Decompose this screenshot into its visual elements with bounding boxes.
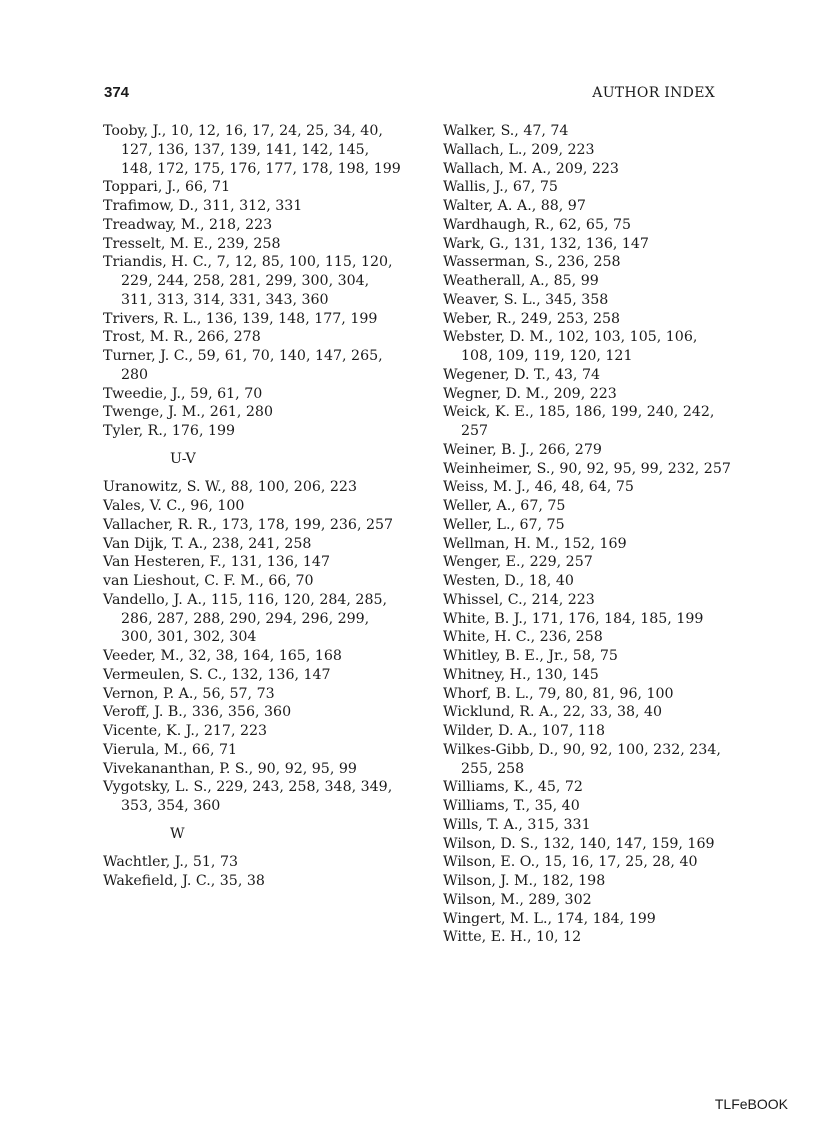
index-entry: Williams, K., 45, 72 — [443, 779, 583, 796]
section-letter-heading: U-V — [170, 451, 196, 468]
index-entry: Vermeulen, S. C., 132, 136, 147 — [103, 666, 331, 683]
index-entry: Wilson, J. M., 182, 198 — [443, 873, 606, 889]
index-entry: Wilson, E. O., 15, 16, 17, 25, 28, 40 — [443, 854, 698, 871]
index-entry: Wicklund, R. A., 22, 33, 38, 40 — [443, 704, 663, 721]
index-entry: Vicente, K. J., 217, 223 — [103, 723, 268, 740]
index-entry: Witte, E. H., 10, 12 — [443, 929, 582, 946]
index-entry: Westen, D., 18, 40 — [443, 573, 574, 589]
index-entry: Weatherall, A., 85, 99 — [443, 273, 599, 289]
index-entry: Vales, V. C., 96, 100 — [103, 498, 245, 515]
index-entry: Wakefield, J. C., 35, 38 — [103, 873, 265, 890]
index-entry: Walker, S., 47, 74 — [443, 123, 569, 139]
index-entry: Wallach, M. A., 209, 223 — [443, 160, 619, 177]
index-entry: White, B. J., 171, 176, 184, 185, 199 — [443, 610, 704, 627]
index-entry: Weaver, S. L., 345, 358 — [443, 291, 609, 308]
index-entry: Veroff, J. B., 336, 356, 360 — [103, 704, 292, 721]
index-entry: Vierula, M., 66, 71 — [103, 741, 238, 758]
index-entry: Twenge, J. M., 261, 280 — [103, 404, 273, 421]
index-entry: White, H. C., 236, 258 — [443, 629, 603, 646]
index-entry: Webster, D. M., 102, 103, 105, 106, 108, 109, 119, 120, 121 — [443, 329, 698, 364]
index-entry: Trost, M. R., 266, 278 — [103, 329, 261, 346]
index-entry: Toppari, J., 66, 71 — [103, 179, 231, 196]
index-entry: Wasserman, S., 236, 258 — [443, 254, 621, 271]
index-entry: Wallis, J., 67, 75 — [443, 179, 558, 196]
index-entry: Tooby, J., 10, 12, 16, 17, 24, 25, 34, 40, 127, 136, 137, 139, 141, 142, 145, 148, 172, 175, 176, 177, 178, 198, 199 — [103, 123, 401, 177]
index-entry: Wilson, M., 289, 302 — [443, 891, 592, 908]
index-entry: van Lieshout, C. F. M., 66, 70 — [103, 573, 314, 590]
index-entry: Veeder, M., 32, 38, 164, 165, 168 — [103, 648, 342, 665]
index-entry: Williams, T., 35, 40 — [443, 798, 580, 814]
index-entry: Uranowitz, S. W., 88, 100, 206, 223 — [103, 479, 357, 496]
index-entry: Weinheimer, S., 90, 92, 95, 99, 232, 257 — [443, 460, 731, 477]
index-entry: Wellman, H. M., 152, 169 — [443, 535, 627, 552]
index-entry: Weiner, B. J., 266, 279 — [443, 441, 602, 458]
index-entry: Wilkes-Gibb, D., 90, 92, 100, 232, 234, 255, 258 — [443, 741, 721, 777]
index-entry: Vallacher, R. R., 173, 178, 199, 236, 257 — [103, 516, 394, 533]
index-entry: Vandello, J. A., 115, 116, 120, 284, 285, 286, 287, 288, 290, 294, 296, 299, 300, 301, 302, 304 — [103, 591, 388, 646]
index-entry: Whorf, B. L., 79, 80, 81, 96, 100 — [443, 685, 674, 702]
index-entry: Wenger, E., 229, 257 — [443, 554, 593, 571]
index-entry: Trivers, R. L., 136, 139, 148, 177, 199 — [103, 310, 378, 327]
index-entry: Tyler, R., 176, 199 — [103, 423, 236, 439]
page-number: 374 — [104, 84, 130, 101]
index-entry: Weick, K. E., 185, 186, 199, 240, 242, 257 — [443, 404, 715, 439]
index-entry: Wark, G., 131, 132, 136, 147 — [443, 235, 649, 252]
index-entry: Vernon, P. A., 56, 57, 73 — [103, 685, 275, 702]
index-entry: Whitney, H., 130, 145 — [443, 666, 599, 683]
index-entry: Walter, A. A., 88, 97 — [443, 198, 586, 214]
index-column-right — [443, 122, 733, 947]
index-entry: Wingert, M. L., 174, 184, 199 — [443, 910, 656, 927]
index-entry: Tresselt, M. E., 239, 258 — [103, 235, 281, 252]
index-entry: Van Hesteren, F., 131, 136, 147 — [103, 554, 330, 571]
index-entry: Triandis, H. C., 7, 12, 85, 100, 115, 120, 229, 244, 258, 281, 299, 300, 304, 311, 313, 314, 331, 343, 360 — [103, 254, 393, 308]
index-entry: Wachtler, J., 51, 73 — [103, 854, 239, 871]
index-entry: Wegner, D. M., 209, 223 — [443, 385, 617, 402]
index-entry: Vygotsky, L. S., 229, 243, 258, 348, 349, 353, 354, 360 — [103, 779, 393, 815]
index-entry: Weber, R., 249, 253, 258 — [443, 310, 621, 327]
index-entry: Wegener, D. T., 43, 74 — [443, 366, 600, 383]
index-entry: Treadway, M., 218, 223 — [103, 216, 273, 233]
index-entry: Wilson, D. S., 132, 140, 147, 159, 169 — [443, 835, 715, 852]
running-head: AUTHOR INDEX — [592, 85, 715, 101]
index-entry: Whitley, B. E., Jr., 58, 75 — [443, 648, 618, 664]
index-entry: Wardhaugh, R., 62, 65, 75 — [443, 216, 632, 233]
index-column-left — [103, 122, 403, 891]
index-entry: Vivekananthan, P. S., 90, 92, 95, 99 — [103, 760, 357, 777]
index-entry: Whissel, C., 214, 223 — [443, 591, 595, 608]
index-entry: Van Dijk, T. A., 238, 241, 258 — [103, 535, 312, 552]
index-entry: Wilder, D. A., 107, 118 — [443, 723, 605, 739]
index-entry: Weller, A., 67, 75 — [443, 498, 566, 514]
index-entry: Weller, L., 67, 75 — [443, 516, 565, 533]
index-entry: Tweedie, J., 59, 61, 70 — [103, 385, 263, 402]
index-entry: Trafimow, D., 311, 312, 331 — [103, 198, 303, 214]
index-entry: Weiss, M. J., 46, 48, 64, 75 — [443, 479, 634, 496]
index-entry: Wills, T. A., 315, 331 — [443, 816, 591, 833]
index-entry: Wallach, L., 209, 223 — [443, 141, 595, 158]
index-entry: Turner, J. C., 59, 61, 70, 140, 147, 265, 280 — [103, 348, 383, 383]
section-letter-heading: W — [170, 826, 185, 843]
footer-watermark: TLFeBOOK — [714, 1096, 788, 1112]
